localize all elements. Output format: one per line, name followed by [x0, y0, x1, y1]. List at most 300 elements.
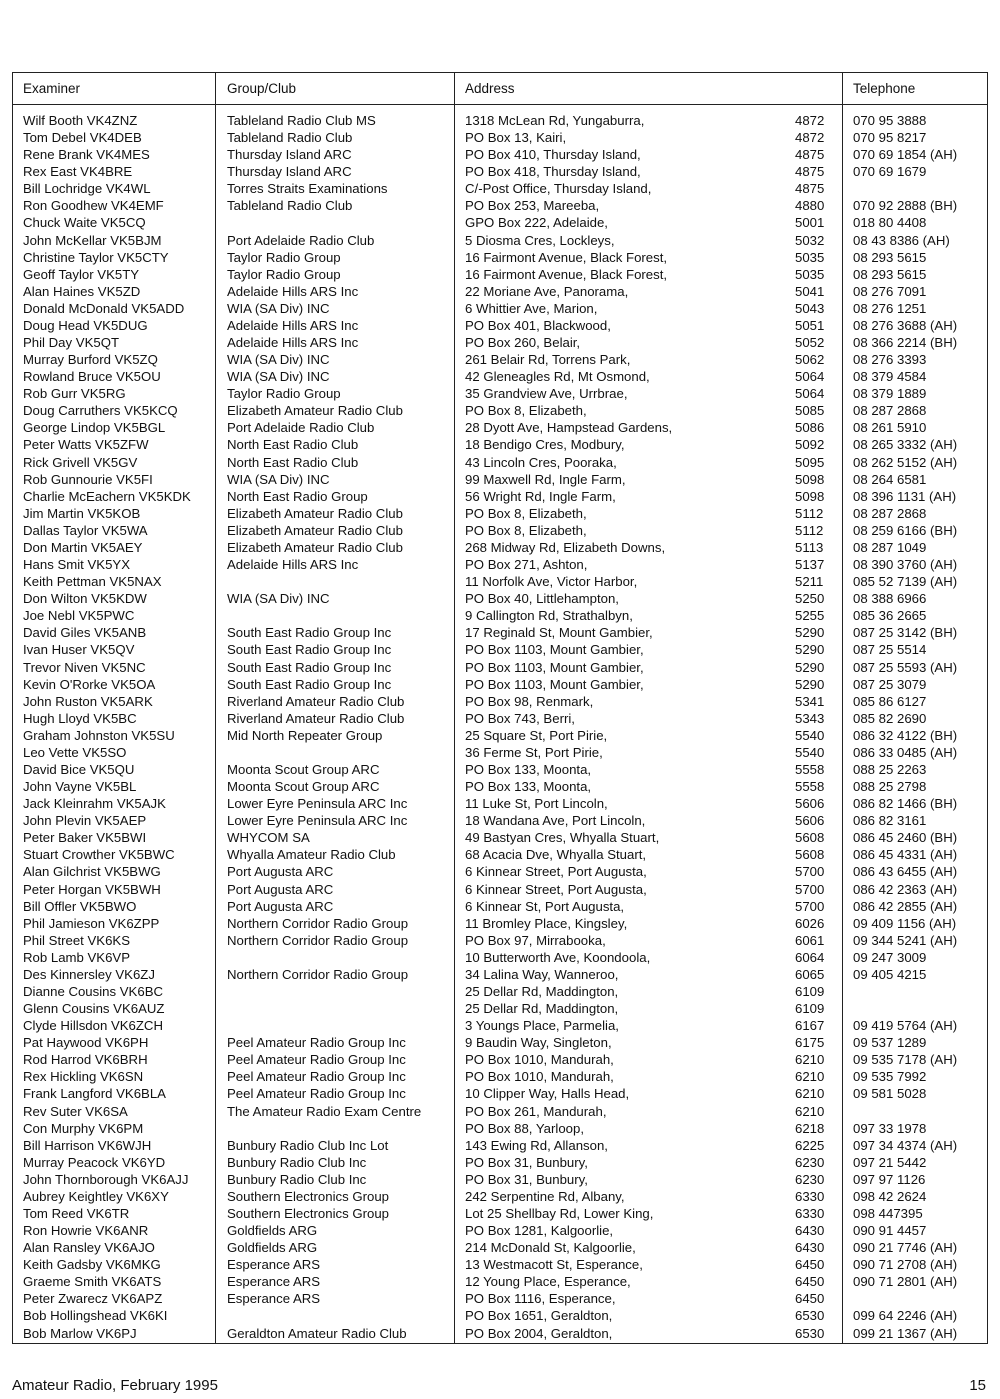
examiner-name: Aubrey Keightley VK6XY: [23, 1188, 169, 1204]
postcode: 5051: [795, 317, 825, 333]
address: 35 Grandview Ave, Urrbrae,: [465, 386, 628, 402]
table-row: [13, 129, 987, 146]
table-row: [13, 693, 987, 710]
postcode: 6450: [795, 1291, 825, 1307]
postcode: 6450: [795, 1274, 825, 1290]
telephone: 070 95 3888: [853, 113, 927, 128]
postcode: 5290: [795, 625, 825, 641]
table-row: [13, 539, 987, 556]
address: 68 Acacia Dve, Whyalla Stuart,: [465, 847, 647, 863]
group-club: Geraldton Amateur Radio Club: [227, 1325, 407, 1341]
table-row: [13, 676, 987, 693]
postcode: 5341: [795, 693, 825, 709]
table-row: [13, 1137, 987, 1154]
table-row: [13, 351, 987, 368]
header-divider: [13, 104, 987, 105]
telephone: 09 419 5764 (AH): [853, 1018, 958, 1034]
table-row: [13, 180, 987, 197]
telephone: 085 52 7139 (AH): [853, 574, 958, 590]
table-row: [13, 163, 987, 180]
examiner-name: Christine Taylor VK5CTY: [23, 249, 169, 265]
address: 6 Kinnear Street, Port Augusta,: [465, 881, 647, 897]
examiner-name: Bill Offler VK5BWO: [23, 898, 137, 914]
table-row: [13, 949, 987, 966]
telephone: 086 45 4331 (AH): [853, 847, 958, 863]
telephone: 08 259 6166 (BH): [853, 522, 958, 538]
examiner-name: Bob Marlow VK6PJ: [23, 1325, 137, 1341]
group-club: Adelaide Hills ARS Inc: [227, 283, 359, 299]
table-row: [13, 1222, 987, 1239]
table-row: [13, 1188, 987, 1205]
examiner-name: Peter Watts VK5ZFW: [23, 437, 149, 453]
table-row: [13, 317, 987, 334]
group-club: Elizabeth Amateur Radio Club: [227, 539, 403, 555]
examiner-name: Peter Zwarecz VK6APZ: [23, 1291, 163, 1307]
group-club: Lower Eyre Peninsula ARC Inc: [227, 796, 408, 812]
postcode: 6210: [795, 1052, 825, 1068]
examiner-name: Ron Goodhew VK4EMF: [23, 198, 164, 214]
address: 34 Lalina Way, Wanneroo,: [465, 966, 619, 982]
address: 12 Young Place, Esperance,: [465, 1274, 631, 1290]
telephone: 08 396 1131 (AH): [853, 488, 957, 504]
table-row: [13, 983, 987, 1000]
address: PO Box 1103, Mount Gambier,: [465, 676, 644, 692]
examiner-name: Alan Ransley VK6AJO: [23, 1240, 155, 1256]
examiner-name: Alan Gilchrist VK5BWG: [23, 864, 161, 880]
examiner-name: Jim Martin VK5KOB: [23, 505, 141, 521]
group-club: Port Augusta ARC: [227, 881, 334, 897]
telephone: 09 247 3009: [853, 949, 927, 965]
telephone: 098 447395: [853, 1206, 923, 1221]
postcode: 5001: [795, 215, 825, 231]
group-club: South East Radio Group Inc: [227, 625, 392, 641]
group-club: WIA (SA Div) INC: [227, 300, 330, 316]
address: 25 Dellar Rd, Maddington,: [465, 1001, 619, 1017]
table-row: [13, 505, 987, 522]
telephone: 086 33 0485 (AH): [853, 744, 958, 760]
group-club: Port Adelaide Radio Club: [227, 232, 375, 248]
address: PO Box 8, Elizabeth,: [465, 403, 587, 419]
group-club: Port Adelaide Radio Club: [227, 420, 375, 436]
postcode: 5092: [795, 437, 825, 453]
examiner-name: John Ruston VK5ARK: [23, 693, 153, 709]
telephone: 070 69 1679: [853, 164, 927, 180]
examiner-name: Stuart Crowther VK5BWC: [23, 847, 175, 863]
address: 49 Bastyan Cres, Whyalla Stuart,: [465, 830, 660, 846]
table-row: [13, 1103, 987, 1120]
examiner-name: John Thornborough VK6AJJ: [23, 1171, 189, 1187]
telephone: 086 42 2363 (AH): [853, 881, 958, 897]
examiner-name: Geoff Taylor VK5TY: [23, 266, 140, 282]
examiner-name: Jack Kleinrahm VK5AJK: [23, 796, 166, 812]
telephone: 086 45 2460 (BH): [853, 830, 958, 846]
address: 11 Bromley Place, Kingsley,: [465, 915, 628, 931]
table-row: [13, 300, 987, 317]
telephone: 08 293 5615: [853, 266, 927, 282]
examiner-name: Ivan Huser VK5QV: [23, 642, 135, 658]
postcode: 5700: [795, 881, 825, 897]
table-row: [13, 1051, 987, 1068]
telephone: 097 33 1978: [853, 1120, 927, 1136]
group-club: Adelaide Hills ARS Inc: [227, 335, 359, 351]
examiner-name: Phil Street VK6KS: [23, 932, 131, 948]
address: 56 Wright Rd, Ingle Farm,: [465, 488, 616, 504]
group-club: Esperance ARS: [227, 1291, 321, 1307]
address: 6 Kinnear St, Port Augusta,: [465, 898, 625, 914]
address: 16 Fairmont Avenue, Black Forest,: [465, 249, 668, 265]
postcode: 4875: [795, 164, 825, 180]
examiner-name: George Lindop VK5BGL: [23, 420, 166, 436]
address: PO Box 261, Mandurah,: [465, 1103, 607, 1119]
address: PO Box 40, Littlehampton,: [465, 591, 619, 607]
postcode: 5113: [795, 539, 824, 555]
table-row: [13, 1307, 987, 1324]
telephone: 08 262 5152 (AH): [853, 454, 958, 470]
group-club: Peel Amateur Radio Group Inc: [227, 1069, 406, 1085]
table-row: [13, 112, 987, 129]
postcode: 5540: [795, 727, 825, 743]
group-club: Esperance ARS: [227, 1274, 321, 1290]
telephone: 085 36 2665: [853, 608, 927, 624]
telephone: 097 34 4374 (AH): [853, 1137, 958, 1153]
postcode: 6175: [795, 1035, 825, 1051]
group-club: Bunbury Radio Club Inc: [227, 1154, 367, 1170]
address: 9 Baudin Way, Singleton,: [465, 1035, 612, 1051]
group-club: WIA (SA Div) INC: [227, 591, 330, 607]
postcode: 6530: [795, 1308, 825, 1324]
group-club: Thursday Island ARC: [227, 164, 352, 180]
group-club: Tableland Radio Club: [227, 198, 353, 214]
table-row: [13, 641, 987, 658]
examiner-name: Glenn Cousins VK6AUZ: [23, 1001, 165, 1017]
group-club: Southern Electronics Group: [227, 1206, 389, 1221]
table-row: [13, 932, 987, 949]
table-row: [13, 659, 987, 676]
examiner-name: Trevor Niven VK5NC: [23, 659, 146, 675]
telephone: 070 69 1854 (AH): [853, 147, 958, 163]
postcode: 5700: [795, 898, 825, 914]
examiner-name: Doug Carruthers VK5KCQ: [23, 403, 178, 419]
postcode: 6230: [795, 1171, 825, 1187]
examiner-name: Rowland Bruce VK5OU: [23, 369, 161, 385]
address: C/-Post Office, Thursday Island,: [465, 181, 652, 197]
group-club: Riverland Amateur Radio Club: [227, 693, 405, 709]
group-club: WIA (SA Div) INC: [227, 471, 330, 487]
table-row: [13, 1068, 987, 1085]
group-club: Port Augusta ARC: [227, 898, 334, 914]
group-club: Bunbury Radio Club Inc: [227, 1171, 367, 1187]
telephone: 08 287 2868: [853, 505, 927, 521]
examiner-name: Des Kinnersley VK6ZJ: [23, 966, 155, 982]
group-club: Goldfields ARG: [227, 1240, 318, 1256]
group-club: Peel Amateur Radio Group Inc: [227, 1052, 406, 1068]
telephone: 09 409 1156 (AH): [853, 915, 957, 931]
examiner-name: Keith Gadsby VK6MKG: [23, 1257, 161, 1273]
postcode: 5064: [795, 386, 825, 402]
examiner-name: Tom Reed VK6TR: [23, 1206, 130, 1221]
address: 43 Lincoln Cres, Pooraka,: [465, 454, 617, 470]
postcode: 6330: [795, 1206, 825, 1221]
address: 99 Maxwell Rd, Ingle Farm,: [465, 471, 626, 487]
telephone: 08 43 8386 (AH): [853, 232, 950, 248]
group-club: Elizabeth Amateur Radio Club: [227, 522, 403, 538]
address: 13 Westmacott St, Esperance,: [465, 1257, 643, 1273]
postcode: 6109: [795, 1001, 825, 1017]
examiner-name: Dianne Cousins VK6BC: [23, 983, 164, 999]
group-club: Adelaide Hills ARS Inc: [227, 557, 359, 573]
table-row: [13, 385, 987, 402]
table-row: [13, 1171, 987, 1188]
examiner-name: Murray Peacock VK6YD: [23, 1154, 166, 1170]
group-club: WIA (SA Div) INC: [227, 352, 330, 368]
table-row: [13, 812, 987, 829]
telephone: 018 80 4408: [853, 215, 927, 231]
table-row: [13, 915, 987, 932]
address: 143 Ewing Rd, Allanson,: [465, 1137, 608, 1153]
table-row: [13, 214, 987, 231]
examiner-name: Peter Horgan VK5BWH: [23, 881, 161, 897]
examiner-name: Rod Harrod VK6BRH: [23, 1052, 148, 1068]
table-row: [13, 402, 987, 419]
table-row: [13, 1017, 987, 1034]
address: PO Box 1651, Geraldton,: [465, 1308, 613, 1324]
table-row: [13, 368, 987, 385]
table-body: [13, 112, 987, 1342]
telephone: 086 82 3161: [853, 813, 927, 829]
header-address: Address: [465, 81, 515, 96]
table-row: [13, 283, 987, 300]
postcode: 5343: [795, 710, 825, 726]
table-row: [13, 744, 987, 761]
telephone: 08 265 3332 (AH): [853, 437, 958, 453]
examiner-name: Rob Gunnourie VK5FI: [23, 471, 153, 487]
telephone: 086 42 2855 (AH): [853, 898, 958, 914]
address: PO Box 97, Mirrabooka,: [465, 932, 606, 948]
address: PO Box 133, Moonta,: [465, 779, 592, 795]
address: 242 Serpentine Rd, Albany,: [465, 1188, 625, 1204]
group-club: Tableland Radio Club MS: [227, 113, 376, 128]
examiner-table: [12, 72, 988, 1344]
examiner-name: Alan Haines VK5ZD: [23, 283, 141, 299]
table-row: [13, 1000, 987, 1017]
postcode: 4875: [795, 147, 825, 163]
address: 11 Luke St, Port Lincoln,: [465, 796, 608, 812]
postcode: 4872: [795, 130, 825, 146]
telephone: 08 388 6966: [853, 591, 927, 607]
address: PO Box 1010, Mandurah,: [465, 1052, 614, 1068]
header-examiner: Examiner: [23, 81, 81, 96]
address: 25 Dellar Rd, Maddington,: [465, 983, 619, 999]
examiner-name: Rex East VK4BRE: [23, 164, 133, 180]
group-club: South East Radio Group Inc: [227, 659, 392, 675]
group-club: North East Radio Club: [227, 437, 359, 453]
address: 5 Diosma Cres, Lockleys,: [465, 232, 615, 248]
postcode: 5290: [795, 642, 825, 658]
telephone: 088 25 2798: [853, 779, 927, 795]
examiner-name: Rob Gurr VK5RG: [23, 386, 126, 402]
telephone: 087 25 3079: [853, 676, 927, 692]
postcode: 6330: [795, 1188, 825, 1204]
group-club: Northern Corridor Radio Group: [227, 915, 409, 931]
group-club: Riverland Amateur Radio Club: [227, 710, 405, 726]
postcode: 5112: [795, 522, 824, 538]
address: PO Box 133, Moonta,: [465, 761, 592, 777]
postcode: 6109: [795, 983, 825, 999]
telephone: 099 21 1367 (AH): [853, 1325, 958, 1341]
telephone: 08 293 5615: [853, 249, 927, 265]
telephone: 088 25 2263: [853, 761, 927, 777]
address: 42 Gleneagles Rd, Mt Osmond,: [465, 369, 650, 385]
telephone: 090 71 2801 (AH): [853, 1274, 958, 1290]
postcode: 5041: [795, 283, 825, 299]
group-club: Thursday Island ARC: [227, 147, 352, 163]
address: 25 Square St, Port Pirie,: [465, 727, 608, 743]
examiner-name: Peter Baker VK5BWI: [23, 830, 147, 846]
telephone: 08 276 3688 (AH): [853, 317, 958, 333]
examiner-name: John Vayne VK5BL: [23, 779, 137, 795]
postcode: 5250: [795, 591, 825, 607]
table-row: [13, 795, 987, 812]
group-club: Moonta Scout Group ARC: [227, 761, 380, 777]
telephone: 09 535 7178 (AH): [853, 1052, 958, 1068]
address: PO Box 260, Belair,: [465, 335, 581, 351]
examiner-name: David Giles VK5ANB: [23, 625, 147, 641]
address: PO Box 13, Kairi,: [465, 130, 567, 146]
postcode: 6064: [795, 949, 825, 965]
table-row: [13, 607, 987, 624]
examiner-name: Bill Harrison VK6WJH: [23, 1137, 152, 1153]
telephone: 090 21 7746 (AH): [853, 1240, 958, 1256]
address: 9 Callington Rd, Strathalbyn,: [465, 608, 633, 624]
group-club: South East Radio Group Inc: [227, 676, 392, 692]
header-telephone: Telephone: [853, 81, 916, 96]
address: PO Box 98, Renmark,: [465, 693, 594, 709]
group-club: Peel Amateur Radio Group Inc: [227, 1035, 406, 1051]
table-row: [13, 966, 987, 983]
examiner-name: Leo Vette VK5SO: [23, 744, 127, 760]
telephone: 087 25 3142 (BH): [853, 625, 958, 641]
group-club: Elizabeth Amateur Radio Club: [227, 505, 403, 521]
postcode: 5558: [795, 761, 825, 777]
address: PO Box 410, Thursday Island,: [465, 147, 641, 163]
telephone: 08 379 1889: [853, 386, 927, 402]
address: PO Box 88, Yarloop,: [465, 1120, 585, 1136]
postcode: 5035: [795, 266, 825, 282]
examiner-name: Murray Burford VK5ZQ: [23, 352, 158, 368]
address: 1318 McLean Rd, Yungaburra,: [465, 113, 645, 128]
examiner-name: Doug Head VK5DUG: [23, 317, 148, 333]
telephone: 090 71 2708 (AH): [853, 1257, 958, 1273]
postcode: 5032: [795, 232, 825, 248]
postcode: 6210: [795, 1103, 825, 1119]
table-row: [13, 727, 987, 744]
examiner-name: Keith Pettman VK5NAX: [23, 574, 162, 590]
address: 22 Moriane Ave, Panorama,: [465, 283, 629, 299]
examiner-name: Charlie McEachern VK5KDK: [23, 488, 191, 504]
postcode: 6026: [795, 915, 825, 931]
postcode: 6210: [795, 1069, 825, 1085]
postcode: 5137: [795, 557, 825, 573]
group-club: Port Augusta ARC: [227, 864, 334, 880]
postcode: 5211: [795, 574, 824, 590]
table-row: [13, 1205, 987, 1222]
address: 6 Whittier Ave, Marion,: [465, 300, 598, 316]
postcode: 5098: [795, 488, 825, 504]
address: 28 Dyott Ave, Hampstead Gardens,: [465, 420, 673, 436]
publication-footer: Amateur Radio, February 1995: [12, 1377, 218, 1394]
postcode: 5608: [795, 847, 825, 863]
address: 10 Clipper Way, Halls Head,: [465, 1086, 630, 1102]
table-row: [13, 1256, 987, 1273]
examiner-name: Phil Jamieson VK6ZPP: [23, 915, 160, 931]
postcode: 5052: [795, 335, 825, 351]
table-row: [13, 573, 987, 590]
examiner-name: John McKellar VK5BJM: [23, 232, 162, 248]
examiner-name: Hans Smit VK5YX: [23, 557, 131, 573]
address: 18 Wandana Ave, Port Lincoln,: [465, 813, 646, 829]
examiner-name: David Bice VK5QU: [23, 761, 135, 777]
examiner-name: Bob Hollingshead VK6KI: [23, 1308, 168, 1324]
address: 36 Ferme St, Port Pirie,: [465, 744, 603, 760]
telephone: 09 344 5241 (AH): [853, 932, 958, 948]
table-row: [13, 778, 987, 795]
telephone: 090 91 4457: [853, 1223, 927, 1239]
postcode: 5700: [795, 864, 825, 880]
telephone: 087 25 5593 (AH): [853, 659, 958, 675]
examiner-name: Rex Hickling VK6SN: [23, 1069, 144, 1085]
examiner-name: Rick Grivell VK5GV: [23, 454, 138, 470]
postcode: 5608: [795, 830, 825, 846]
group-club: Adelaide Hills ARS Inc: [227, 317, 359, 333]
examiner-name: Donald McDonald VK5ADD: [23, 300, 185, 316]
postcode: 6230: [795, 1154, 825, 1170]
examiner-name: Joe Nebl VK5PWC: [23, 608, 135, 624]
page-number: 15: [969, 1377, 986, 1394]
group-club: Goldfields ARG: [227, 1223, 318, 1239]
postcode: 5043: [795, 300, 825, 316]
examiner-name: Chuck Waite VK5CQ: [23, 215, 146, 231]
address: PO Box 8, Elizabeth,: [465, 505, 587, 521]
address: 261 Belair Rd, Torrens Park,: [465, 352, 631, 368]
address: 16 Fairmont Avenue, Black Forest,: [465, 266, 668, 282]
address: PO Box 1116, Esperance,: [465, 1291, 616, 1307]
telephone: 086 82 1466 (BH): [853, 796, 958, 812]
address: 17 Reginald St, Mount Gambier,: [465, 625, 653, 641]
telephone: 08 276 1251: [853, 300, 927, 316]
postcode: 6061: [795, 932, 825, 948]
telephone: 08 287 1049: [853, 539, 927, 555]
postcode: 6218: [795, 1120, 825, 1136]
address: PO Box 1103, Mount Gambier,: [465, 642, 644, 658]
table-row: [13, 846, 987, 863]
examiner-name: Hugh Lloyd VK5BC: [23, 710, 137, 726]
group-club: Peel Amateur Radio Group Inc: [227, 1086, 406, 1102]
examiner-name: Rob Lamb VK6VP: [23, 949, 131, 965]
table-row: [13, 197, 987, 214]
telephone: 097 21 5442: [853, 1154, 927, 1170]
postcode: 6430: [795, 1240, 825, 1256]
address: PO Box 2004, Geraldton,: [465, 1325, 613, 1341]
examiner-name: Dallas Taylor VK5WA: [23, 522, 148, 538]
postcode: 5290: [795, 659, 825, 675]
group-club: North East Radio Group: [227, 488, 368, 504]
table-row: [13, 1120, 987, 1137]
postcode: 6450: [795, 1257, 825, 1273]
address: PO Box 31, Bunbury,: [465, 1154, 588, 1170]
table-row: [13, 1239, 987, 1256]
group-club: Tableland Radio Club: [227, 130, 353, 146]
postcode: 5540: [795, 744, 825, 760]
